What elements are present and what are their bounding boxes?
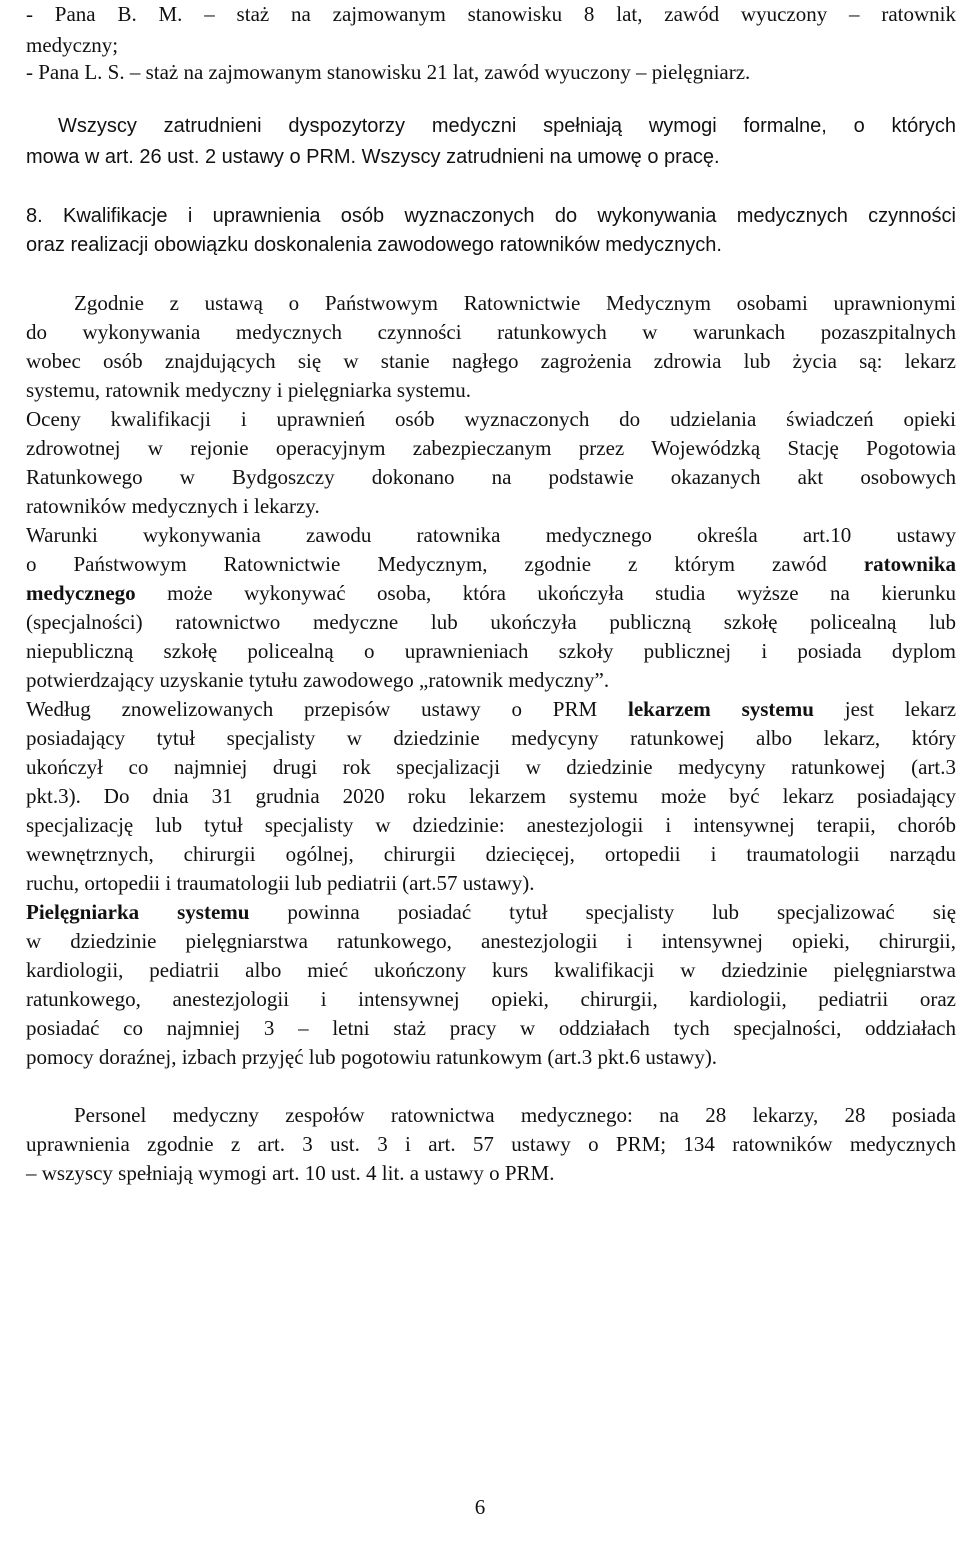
nurse-paragraph-line-6: pomocy doraźnej, izbach przyjęć lub pogotowiu ratunkowym (art.3 pkt.6 ustawy). — [26, 1045, 718, 1069]
section-heading-line-2: oraz realizacji obowiązku doskonalenia zawodowego ratowników medycznych. — [26, 234, 722, 256]
assessment-paragraph-line-2: zdrowotnej w rejonie operacyjnym zabezpieczanym przez Wojewódzką Stację Pogotowia — [26, 436, 956, 460]
nurse-paragraph-line-2: w dziedzinie pielęgniarstwa ratunkowego, anestezjologii i intensywnej opieki, chirurgii, — [26, 929, 956, 953]
doctor-paragraph-line-3: ukończył co najmniej drugi rok specjalizacji w dziedzinie medycyny ratunkowej (art.3 — [26, 755, 956, 779]
assessment-paragraph-line-3: Ratunkowego w Bydgoszczy dokonano na podstawie okazanych akt osobowych — [26, 465, 956, 489]
paramedic-paragraph-line-2 — [26, 550, 956, 579]
section-heading-line-1: 8. Kwalifikacje i uprawnienia osób wyznaczonych do wykonywania medycznych czynności — [26, 205, 956, 227]
doctor-paragraph-line-4: pkt.3). Do dnia 31 grudnia 2020 roku lekarzem systemu może być lekarz posiadający — [26, 784, 956, 808]
requirements-note-line-2: mowa w art. 26 ust. 2 ustawy o PRM. Wszyscy zatrudnieni na umowę o pracę. — [26, 146, 720, 168]
staff-item-1-line-2: medyczny; — [26, 33, 119, 57]
nurse-paragraph-line-4: ratunkowego, anestezjologii i intensywnej opieki, chirurgii, kardiologii, pediatrii oraz — [26, 987, 956, 1011]
staff-item-2: - Pana L. S. – staż na zajmowanym stanowisku 21 lat, zawód wyuczony – pielęgniarz. — [26, 60, 751, 84]
personnel-paragraph-line-3: – wszyscy spełniają wymogi art. 10 ust. 4 lit. a ustawy o PRM. — [26, 1161, 555, 1185]
law-paragraph-line-1: Zgodnie z ustawą o Państwowym Ratownictwie Medycznym osobami uprawnionymi — [74, 291, 956, 315]
paramedic-paragraph-line-5: niepubliczną szkołę policealną o uprawnieniach szkoły publicznej i posiada dyplom — [26, 639, 956, 663]
paramedic-term-bold-2: medycznego — [26, 581, 136, 605]
doctor-line-1-tail: jest lekarz — [844, 697, 957, 721]
personnel-paragraph-line-1: Personel medyczny zespołów ratownictwa medycznego: na 28 lekarzy, 28 posiada — [74, 1103, 956, 1127]
paramedic-paragraph-line-1: Warunki wykonywania zawodu ratownika medycznego określa art.10 ustawy — [26, 523, 956, 547]
paramedic-line-2-text: o Państwowym Ratownictwie Medycznym, zgodnie z którym zawód — [26, 552, 827, 576]
paramedic-term-bold: ratownika — [863, 552, 957, 576]
staff-item-1-line-1: - Pana B. M. – staż na zajmowanym stanowisku 8 lat, zawód wyuczony – ratownik — [26, 2, 956, 26]
law-paragraph-line-4: systemu, ratownik medyczny i pielęgniarka systemu. — [26, 378, 471, 402]
doctor-paragraph-line-2: posiadający tytuł specjalisty w dziedzinie medycyny ratunkowej albo lekarz, który — [26, 726, 956, 750]
law-paragraph-line-3: wobec osób znajdujących się w stanie nagłego zagrożenia zdrowia lub życia są: lekarz — [26, 349, 956, 373]
doctor-paragraph-line-7: ruchu, ortopedii i traumatologii lub pediatrii (art.57 ustawy). — [26, 871, 535, 895]
nurse-line-1-text: powinna posiadać tytuł specjalisty lub specjalizować się — [287, 900, 957, 924]
doctor-paragraph-line-1 — [26, 695, 956, 724]
doctor-line-1-text: Według znowelizowanych przepisów ustawy o PRM — [26, 697, 598, 721]
law-paragraph-line-2: do wykonywania medycznych czynności ratunkowych w warunkach pozaszpitalnych — [26, 320, 956, 344]
assessment-paragraph-line-1: Oceny kwalifikacji i uprawnień osób wyznaczonych do udzielania świadczeń opieki — [26, 407, 956, 431]
paramedic-line-3-text: może wykonywać osoba, która ukończyła studia wyższe na kierunku — [167, 581, 956, 605]
personnel-paragraph-line-2: uprawnienia zgodnie z art. 3 ust. 3 i art. 57 ustawy o PRM; 134 ratowników medycznych — [26, 1132, 956, 1156]
nurse-term-bold: Pielęgniarka systemu — [26, 900, 250, 924]
requirements-note-line-1: Wszyscy zatrudnieni dyspozytorzy medyczni spełniają wymogi formalne, o których — [58, 115, 956, 137]
doctor-paragraph-line-5: specjalizację lub tytuł specjalisty w dziedzinie: anestezjologii i intensywnej terapii, chorób — [26, 813, 956, 837]
nurse-paragraph-line-5: posiadać co najmniej 3 – letni staż pracy w oddziałach tych specjalności, oddziałach — [26, 1016, 956, 1040]
nurse-paragraph-line-1 — [26, 898, 956, 927]
doctor-paragraph-line-6: wewnętrznych, chirurgii ogólnej, chirurgii dziecięcej, ortopedii i traumatologii narządu — [26, 842, 956, 866]
assessment-paragraph-line-4: ratowników medycznych i lekarzy. — [26, 494, 320, 518]
nurse-paragraph-line-3: kardiologii, pediatrii albo mieć ukończony kurs kwalifikacji w dziedzinie pielęgniarstwa — [26, 958, 956, 982]
doctor-term-bold: lekarzem systemu — [627, 697, 814, 721]
paramedic-paragraph-line-6: potwierdzający uzyskanie tytułu zawodowego „ratownik medyczny”. — [26, 668, 610, 692]
page-number: 6 — [474, 1495, 486, 1519]
paramedic-paragraph-line-4: (specjalności) ratownictwo medyczne lub ukończyła publiczną szkołę policealną lub — [26, 610, 956, 634]
paramedic-paragraph-line-3 — [26, 579, 956, 608]
